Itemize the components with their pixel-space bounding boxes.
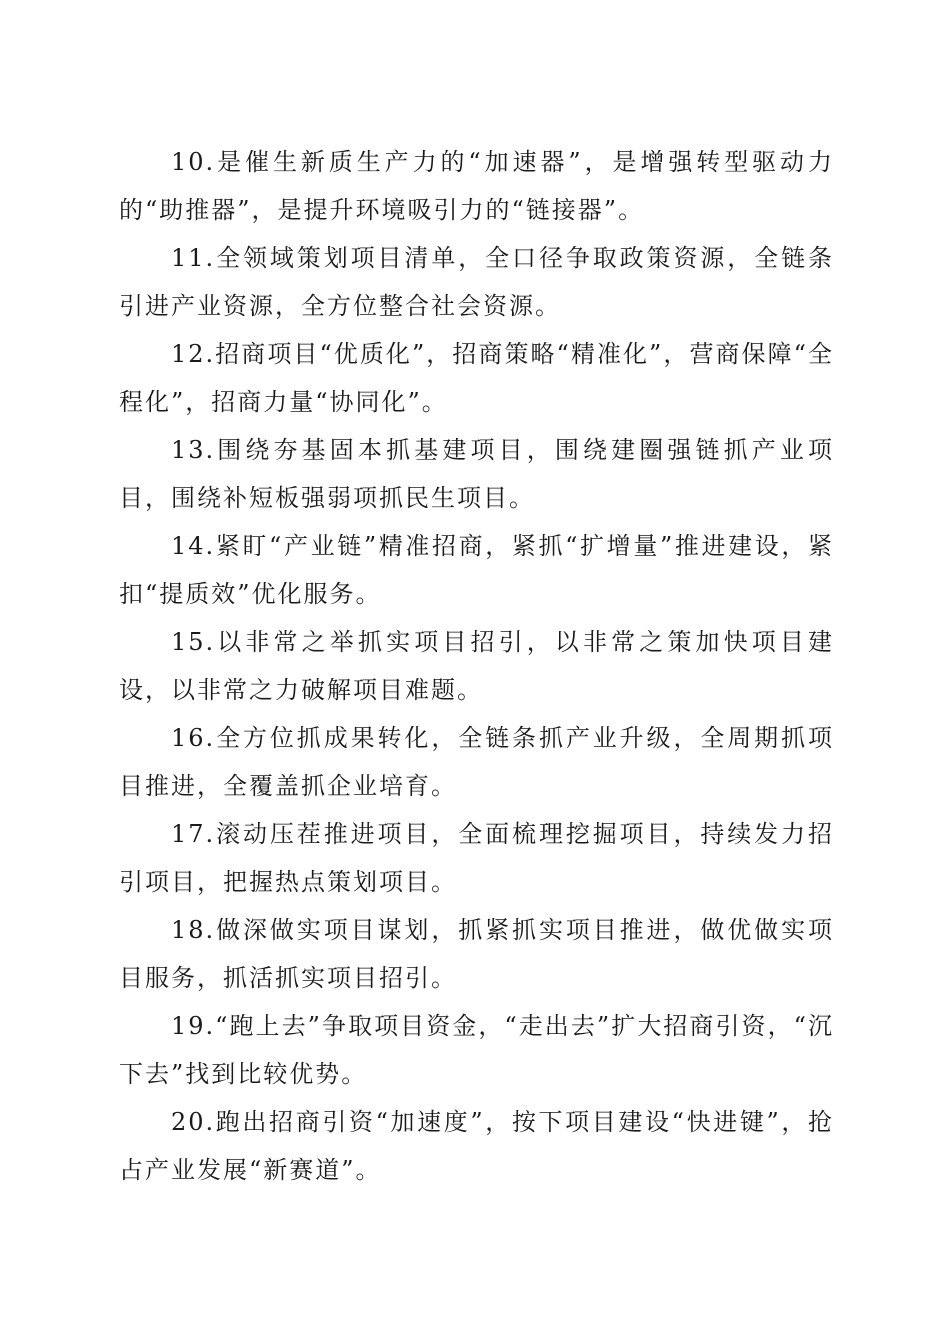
list-item-19: 19.“跑上去”争取项目资金，“走出去”扩大招商引资，“沉下去”找到比较优势。 [119, 1012, 834, 1088]
list-item-11: 11.全领域策划项目清单，全口径争取政策资源，全链条引进产业资源，全方位整合社会资源。 [119, 244, 834, 320]
list-item-15: 15.以非常之举抓实项目招引，以非常之策加快项目建设，以非常之力破解项目难题。 [119, 628, 834, 704]
list-item-12: 12.招商项目“优质化”，招商策略“精准化”，营商保障“全程化”，招商力量“协同化”。 [119, 340, 834, 416]
list-item-13: 13.围绕夯基固本抓基建项目，围绕建圈强链抓产业项目，围绕补短板强弱项抓民生项目。 [119, 436, 834, 512]
list-item-18: 18.做深做实项目谋划，抓紧抓实项目推进，做优做实项目服务，抓活抓实项目招引。 [119, 916, 834, 992]
list-item-17: 17.滚动压茬推进项目，全面梳理挖掘项目，持续发力招引项目，把握热点策划项目。 [119, 820, 834, 896]
document-body [119, 138, 834, 1194]
list-item-20: 20.跑出招商引资“加速度”，按下项目建设“快进键”，抢占产业发展“新赛道”。 [119, 1108, 834, 1184]
list-item-10: 10.是催生新质生产力的“加速器”，是增强转型驱动力的“助推器”，是提升环境吸引力的“链接器”。 [119, 148, 834, 224]
list-item-16: 16.全方位抓成果转化，全链条抓产业升级，全周期抓项目推进，全覆盖抓企业培育。 [119, 724, 834, 800]
list-item-14: 14.紧盯“产业链”精准招商，紧抓“扩增量”推进建设，紧扣“提质效”优化服务。 [119, 532, 834, 608]
